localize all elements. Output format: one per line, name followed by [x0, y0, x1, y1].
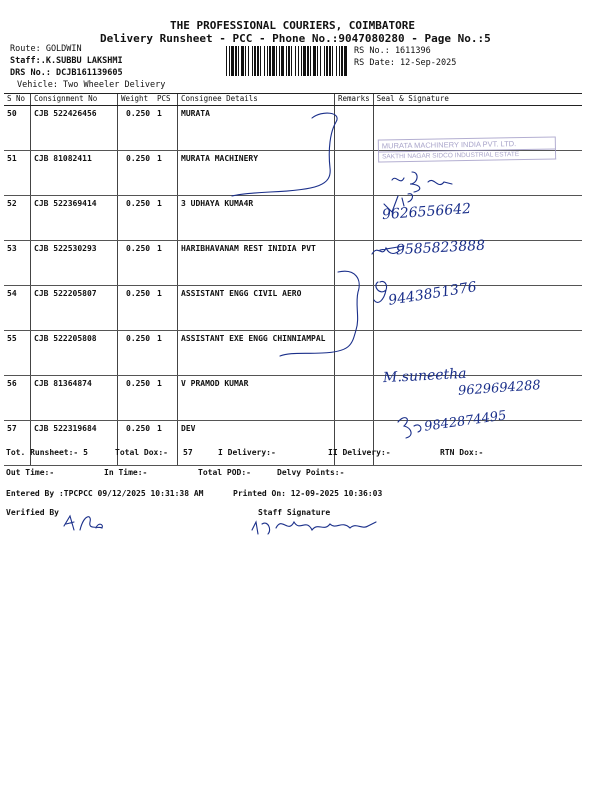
name-row-56: M.suneetha: [382, 365, 467, 387]
in-time: In Time:-: [104, 468, 148, 477]
delvy-points: Delvy Points:-: [277, 468, 345, 477]
signature-row57-scribble: [398, 418, 421, 438]
cell-consignment: CJB 522205807: [31, 286, 118, 331]
entered-by: Entered By :TPCPCC 09/12/2025 10:31:38 AM: [6, 489, 204, 498]
cell-pcs: 1: [154, 241, 178, 286]
col-seal-signature: Seal & Signature: [373, 94, 582, 106]
cell-weight: 0.250: [118, 376, 155, 421]
verified-by-signature: [64, 516, 102, 530]
cell-sno: 53: [4, 241, 31, 286]
cell-sno: 54: [4, 286, 31, 331]
bracket-stroke-top: [232, 113, 337, 196]
cell-weight: 0.250: [118, 151, 155, 196]
phone-row-57: 9842874495: [423, 408, 508, 435]
cell-sno: 50: [4, 106, 31, 151]
out-time: Out Time:-: [6, 468, 55, 477]
cell-pcs: 1: [154, 331, 178, 376]
phone-row-52: 9626556642: [381, 200, 472, 224]
printed-on: Printed On: 12-09-2025 10:36:03: [233, 489, 383, 498]
tot-runsheet: Tot. Runsheet:- 5: [6, 448, 88, 457]
vehicle: Vehicle: Two Wheeler Delivery: [17, 80, 166, 90]
cell-consignee: V PRAMOD KUMAR: [178, 376, 335, 421]
cell-weight: 0.250: [118, 331, 155, 376]
cell-pcs: 1: [154, 421, 178, 466]
col-remarks: Remarks: [335, 94, 374, 106]
phone-row-56: 9629694288: [457, 378, 542, 399]
col-weight: Weight: [118, 94, 155, 106]
cell-consignment: CJB 81364874: [31, 376, 118, 421]
runsheet-subtitle: Delivery Runsheet - PCC - Phone No.:9047080280 - Page No.:5: [100, 32, 491, 45]
verified-by: Verified By: [6, 508, 59, 517]
cell-pcs: 1: [154, 376, 178, 421]
cell-consignee: MURATA MACHINERY: [178, 151, 335, 196]
drs-number: DRS No.: DCJB161139605: [10, 68, 123, 78]
signature-row51-scribble: [392, 172, 452, 192]
rs-number: RS No.: 1611396: [354, 46, 431, 56]
cell-consignee: 3 UDHAYA KUMA4R: [178, 196, 335, 241]
cell-consignee: HARIBHAVANAM REST INIDIA PVT: [178, 241, 335, 286]
signature-row54-scribble: [374, 281, 387, 302]
company-name: THE PROFESSIONAL COURIERS, COIMBATORE: [170, 19, 416, 32]
col-pcs: PCS: [154, 94, 178, 106]
cell-consignee: ASSISTANT ENGG CIVIL AERO: [178, 286, 335, 331]
cell-sno: 55: [4, 331, 31, 376]
rs-date: RS Date: 12-Sep-2025: [354, 58, 457, 68]
stamp-line-2: SAKTHI NAGAR SIDCO INDUSTRIAL ESTATE: [378, 149, 556, 162]
rtn-dox: RTN Dox:-: [440, 448, 484, 457]
staff-signature-scribble: [252, 522, 376, 534]
cell-sno: 51: [4, 151, 31, 196]
i-delivery: I Delivery:-: [218, 448, 276, 457]
cell-consignment: CJB 81082411: [31, 151, 118, 196]
phone-row-54: 9443851376: [387, 279, 478, 309]
col-sno: S No: [4, 94, 31, 106]
cell-pcs: 1: [154, 151, 178, 196]
cell-weight: 0.250: [118, 106, 155, 151]
staff-signature-label: Staff Signature: [258, 508, 331, 517]
ii-delivery: II Delivery:-: [328, 448, 391, 457]
total-dox-label: Total Dox:-: [115, 448, 168, 457]
stamp-line-1: MURATA MACHINERY INDIA PVT. LTD.: [378, 136, 556, 152]
bracket-stroke-bottom: [280, 271, 359, 356]
cell-weight: 0.250: [118, 421, 155, 466]
cell-consignment: CJB 522426456: [31, 106, 118, 151]
total-dox-value: 57: [183, 448, 193, 457]
cell-pcs: 1: [154, 196, 178, 241]
col-consignment: Consignment No: [31, 94, 118, 106]
cell-weight: 0.250: [118, 196, 155, 241]
cell-weight: 0.250: [118, 286, 155, 331]
cell-consignee: MURATA: [178, 106, 335, 151]
route: Route: GOLDWIN: [10, 44, 82, 54]
col-consignee: Consignee Details: [178, 94, 335, 106]
cell-pcs: 1: [154, 106, 178, 151]
cell-consignment: CJB 522530293: [31, 241, 118, 286]
cell-sno: 56: [4, 376, 31, 421]
cell-weight: 0.250: [118, 241, 155, 286]
phone-row-53: 9585823888: [395, 237, 486, 259]
cell-sno: 57: [4, 421, 31, 466]
cell-consignment: CJB 522205808: [31, 331, 118, 376]
cell-consignment: CJB 522319684: [31, 421, 118, 466]
staff: Staff:.K.SUBBU LAKSHMI: [10, 56, 123, 66]
cell-consignee: ASSISTANT EXE ENGG CHINNIAMPAL: [178, 331, 335, 376]
cell-consignment: CJB 522369414: [31, 196, 118, 241]
cell-sno: 52: [4, 196, 31, 241]
cell-pcs: 1: [154, 286, 178, 331]
cell-consignee: DEV: [178, 421, 335, 466]
total-pod: Total POD:-: [198, 468, 251, 477]
